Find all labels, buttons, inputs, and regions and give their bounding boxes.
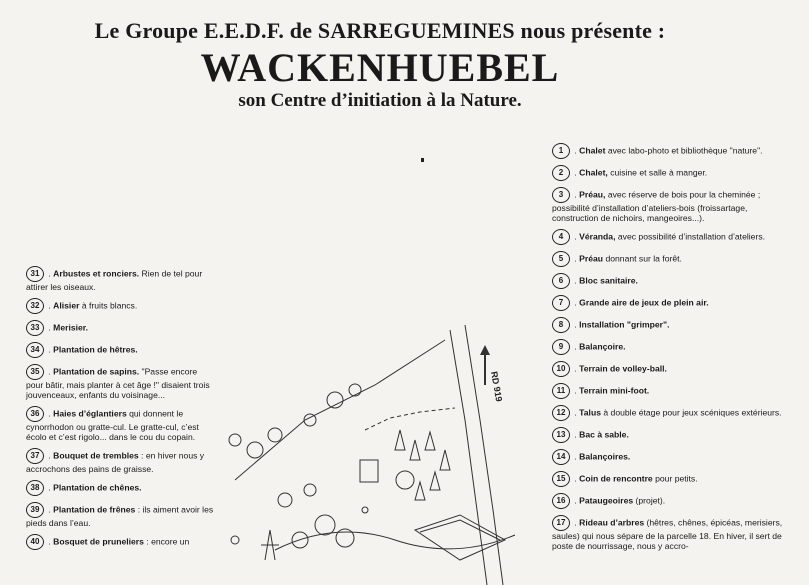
legend-item-title: Plantation de frênes bbox=[53, 504, 136, 515]
legend-item bbox=[552, 143, 788, 159]
map-road-label: RD 919 bbox=[489, 370, 505, 403]
legend-item-title: Arbustes et ronciers. bbox=[53, 268, 140, 279]
legend-item-title: Installation "grimper". bbox=[579, 319, 670, 330]
legend-separator: . bbox=[572, 495, 580, 506]
legend-number-badge: 10 bbox=[552, 361, 570, 377]
legend-item-title: Alisier bbox=[53, 300, 80, 311]
legend-separator: . bbox=[46, 366, 54, 377]
legend-item bbox=[26, 320, 216, 336]
header-line1: Le Groupe E.E.D.F. de SARREGUEMINES nous présente : bbox=[94, 18, 666, 43]
legend-item-text: (hêtres, chênes, épicéas, merisiers, saules) qui nous sépare de la parcelle 18. En hiver, il sert de poste de nourrissage, nous y accro- bbox=[552, 517, 783, 551]
legend-item-title: Plantation de sapins. bbox=[53, 366, 140, 377]
legend-item-title: Bac à sable. bbox=[579, 429, 629, 440]
legend-left-list bbox=[26, 266, 216, 556]
legend-item-text: "Passe encore pour bâtir, mais planter à cet âge !" disaient trois jouvenceaux, enfants du voisinage... bbox=[26, 366, 210, 400]
legend-item bbox=[552, 383, 788, 399]
legend-item bbox=[552, 229, 788, 245]
legend-separator: . bbox=[572, 341, 580, 352]
legend-item-text: pour petits. bbox=[652, 473, 698, 484]
legend-separator: . bbox=[572, 451, 580, 462]
legend-item-title: Talus bbox=[579, 407, 601, 418]
legend-number-badge: 40 bbox=[26, 534, 44, 550]
legend-separator: . bbox=[572, 145, 580, 156]
legend-item-text: avec possibilité d’installation d’ateliers. bbox=[615, 231, 765, 242]
legend-number-badge: 36 bbox=[26, 406, 44, 422]
legend-number-badge: 9 bbox=[552, 339, 570, 355]
ink-dot bbox=[421, 158, 424, 162]
legend-item bbox=[26, 448, 216, 474]
legend-number-badge: 14 bbox=[552, 449, 570, 465]
legend-item bbox=[552, 449, 788, 465]
legend-item-text: : encore un bbox=[143, 536, 190, 547]
legend-number-badge: 2 bbox=[552, 165, 570, 181]
legend-number-badge: 7 bbox=[552, 295, 570, 311]
map-path bbox=[275, 532, 515, 550]
legend-item bbox=[552, 251, 788, 267]
legend-item-title: Grande aire de jeux de plein air. bbox=[579, 297, 709, 308]
legend-item-text: donnant sur la forêt. bbox=[603, 253, 682, 264]
legend-number-badge: 34 bbox=[26, 342, 44, 358]
legend-item-text: avec labo-photo et bibliothèque "nature". bbox=[605, 145, 763, 156]
legend-separator: . bbox=[572, 473, 580, 484]
legend-number-badge: 4 bbox=[552, 229, 570, 245]
legend-separator: . bbox=[572, 319, 580, 330]
legend-separator: . bbox=[46, 344, 54, 355]
legend-number-badge: 38 bbox=[26, 480, 44, 496]
legend-item bbox=[552, 317, 788, 333]
legend-item-title: Préau, bbox=[579, 189, 606, 200]
legend-item-title: Pataugeoires bbox=[579, 495, 634, 506]
legend-item-title: Plantation de hêtres. bbox=[53, 344, 138, 355]
map-building bbox=[415, 515, 505, 560]
map-road-edge bbox=[450, 330, 487, 585]
legend-item bbox=[26, 342, 216, 358]
legend-separator: . bbox=[572, 385, 580, 396]
legend-number-badge: 6 bbox=[552, 273, 570, 289]
legend-item bbox=[552, 295, 788, 311]
legend-item-title: Bouquet de trembles bbox=[53, 450, 139, 461]
legend-separator: . bbox=[572, 429, 580, 440]
legend-number-badge: 17 bbox=[552, 515, 570, 531]
legend-separator: . bbox=[572, 167, 580, 178]
page-subtitle: son Centre d’initiation à la Nature. bbox=[238, 90, 522, 111]
legend-item-title: Véranda, bbox=[579, 231, 616, 242]
legend-separator: . bbox=[572, 517, 580, 528]
legend-item bbox=[26, 266, 216, 292]
site-map-illustration bbox=[215, 300, 545, 585]
legend-number-badge: 11 bbox=[552, 383, 570, 399]
legend-item bbox=[552, 339, 788, 355]
legend-item bbox=[26, 480, 216, 496]
legend-item-title: Balançoire. bbox=[579, 341, 626, 352]
legend-number-badge: 35 bbox=[26, 364, 44, 380]
legend-item-title: Rideau d’arbres bbox=[579, 517, 645, 528]
legend-item bbox=[552, 515, 788, 551]
legend-separator: . bbox=[46, 450, 54, 461]
legend-separator: . bbox=[572, 363, 580, 374]
legend-item-text: : en hiver nous y accrochons des pains de graisse. bbox=[26, 450, 205, 474]
legend-separator: . bbox=[572, 297, 580, 308]
legend-item bbox=[26, 406, 216, 442]
legend-item-text: à fruits blancs. bbox=[79, 300, 138, 311]
legend-item bbox=[26, 298, 216, 314]
legend-item-title: Balançoires. bbox=[579, 451, 631, 462]
legend-item-text: avec réserve de bois pour la cheminée ; possibilité d’installation d’ateliers-bois (froissartage, construction de nichoirs, mangeoires...). bbox=[552, 189, 761, 223]
legend-item bbox=[26, 364, 216, 400]
map-fence bbox=[365, 408, 455, 430]
legend-item-title: Chalet bbox=[579, 145, 606, 156]
legend-number-badge: 12 bbox=[552, 405, 570, 421]
legend-item-title: Terrain de volley-ball. bbox=[579, 363, 667, 374]
legend-item bbox=[552, 427, 788, 443]
legend-item bbox=[552, 273, 788, 289]
legend-item bbox=[552, 493, 788, 509]
legend-item bbox=[26, 502, 216, 528]
legend-item-title: Préau bbox=[579, 253, 604, 264]
legend-number-badge: 15 bbox=[552, 471, 570, 487]
legend-item-title: Terrain mini-foot. bbox=[579, 385, 650, 396]
legend-separator: . bbox=[46, 322, 54, 333]
legend-item-title: Chalet, bbox=[579, 167, 608, 178]
legend-item-text: (projet). bbox=[633, 495, 666, 506]
legend-item bbox=[552, 405, 788, 421]
legend-item bbox=[26, 534, 216, 550]
legend-number-badge: 13 bbox=[552, 427, 570, 443]
map-road-arrow-icon bbox=[480, 345, 490, 355]
legend-item bbox=[552, 471, 788, 487]
legend-separator: . bbox=[572, 253, 580, 264]
legend-number-badge: 16 bbox=[552, 493, 570, 509]
legend-separator: . bbox=[572, 231, 580, 242]
legend-number-badge: 39 bbox=[26, 502, 44, 518]
legend-number-badge: 31 bbox=[26, 266, 44, 282]
page-title: WACKENHUEBEL bbox=[200, 45, 560, 90]
legend-number-badge: 8 bbox=[552, 317, 570, 333]
legend-separator: . bbox=[572, 275, 580, 286]
legend-item-title: Merisier. bbox=[53, 322, 89, 333]
legend-number-badge: 33 bbox=[26, 320, 44, 336]
legend-number-badge: 5 bbox=[552, 251, 570, 267]
legend-separator: . bbox=[46, 268, 54, 279]
legend-item-text: qui donnent le cynorrhodon ou gratte-cul. Le gratte-cul, c’est écolo et c’est rigolo... dans le cou du copain. bbox=[26, 408, 199, 442]
legend-number-badge: 32 bbox=[26, 298, 44, 314]
legend-item-title: Bloc sanitaire. bbox=[579, 275, 638, 286]
legend-item bbox=[552, 361, 788, 377]
legend-separator: . bbox=[46, 408, 54, 419]
map-boundary-left bbox=[235, 340, 445, 480]
legend-number-badge: 1 bbox=[552, 143, 570, 159]
legend-item-text: : ils aiment avoir les pieds dans l’eau. bbox=[26, 504, 214, 528]
legend-separator: . bbox=[572, 407, 580, 418]
legend-item-text: à double étage pour jeux scéniques extérieurs. bbox=[600, 407, 782, 418]
legend-item-title: Haies d’églantiers bbox=[53, 408, 127, 419]
legend-item-title: Bosquet de pruneliers bbox=[53, 536, 144, 547]
legend-item-text: cuisine et salle à manger. bbox=[607, 167, 708, 178]
legend-item-title: Coin de rencontre bbox=[579, 473, 653, 484]
legend-separator: . bbox=[46, 536, 54, 547]
legend-separator: . bbox=[46, 300, 54, 311]
legend-item-title: Plantation de chênes. bbox=[53, 482, 142, 493]
legend-number-badge: 3 bbox=[552, 187, 570, 203]
legend-number-badge: 37 bbox=[26, 448, 44, 464]
legend-item bbox=[552, 165, 788, 181]
map-swing-frame bbox=[360, 460, 378, 482]
legend-separator: . bbox=[46, 482, 54, 493]
legend-separator: . bbox=[46, 504, 54, 515]
legend-item bbox=[552, 187, 788, 223]
legend-item-text: Rien de tel pour attirer les oiseaux. bbox=[26, 268, 203, 292]
legend-separator: . bbox=[572, 189, 580, 200]
legend-right-list bbox=[552, 143, 788, 557]
